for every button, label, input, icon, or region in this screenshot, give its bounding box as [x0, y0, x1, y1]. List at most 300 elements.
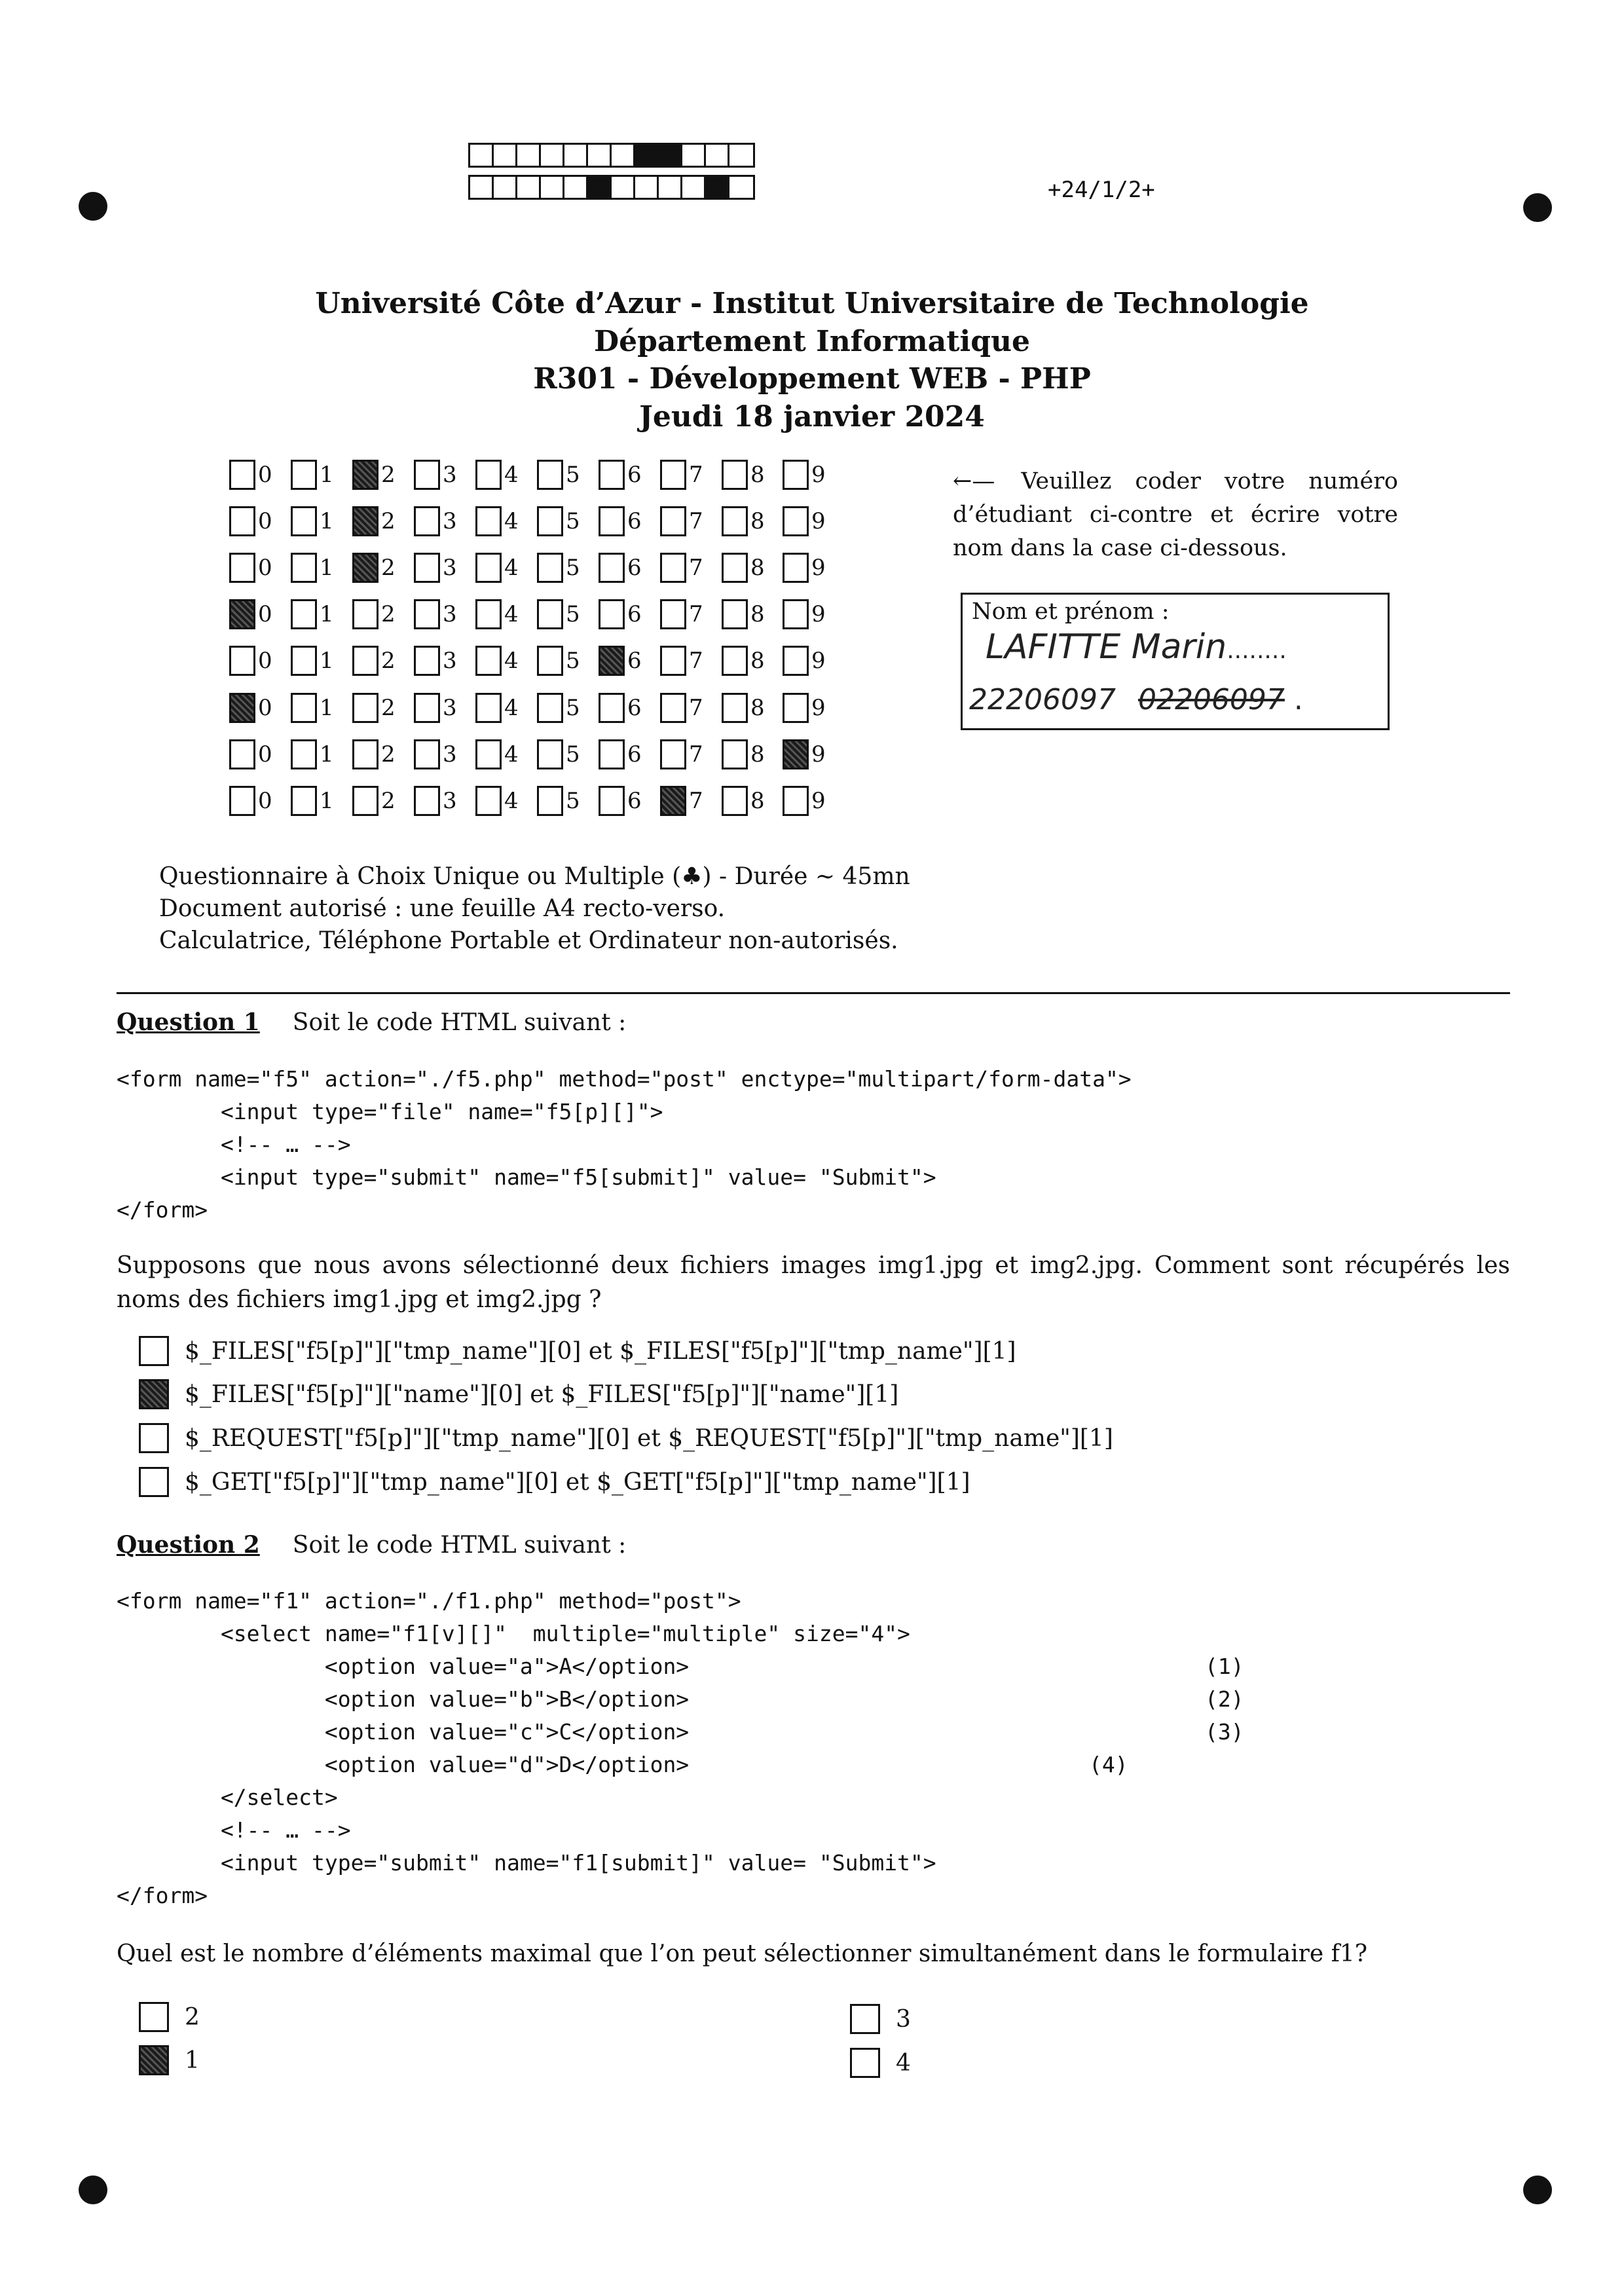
digit-option[interactable] — [352, 506, 396, 536]
question-2-code-line: <select name="f1[v][]" multiple="multiple" size="4"> — [117, 1621, 910, 1646]
digit-label: 4 — [504, 741, 519, 768]
question-2-answer[interactable] — [850, 2004, 911, 2034]
digit-option[interactable] — [229, 786, 272, 816]
question-2-code-line: <input type="submit" name="f1[submit]" value= "Submit"> — [117, 1850, 936, 1876]
digit-option[interactable] — [352, 646, 396, 676]
digit-option[interactable] — [229, 460, 272, 490]
digit-option[interactable] — [537, 553, 580, 583]
digit-option[interactable] — [660, 553, 703, 583]
digit-label: 4 — [504, 462, 519, 488]
id-instructions-text: Veuillez coder votre numéro d’étudiant ci-contre et écrire votre nom dans la case ci-dessous. — [953, 468, 1398, 561]
exam-info-line-1: Questionnaire à Choix Unique ou Multiple (♣) - Durée ∼ 45mn — [159, 863, 910, 890]
digit-checkbox[interactable] — [414, 739, 440, 769]
digit-option[interactable] — [414, 739, 457, 769]
digit-option[interactable] — [722, 506, 765, 536]
digit-label: 5 — [566, 462, 580, 488]
digit-option[interactable] — [537, 599, 580, 629]
digit-label: 1 — [320, 741, 334, 768]
digit-checkbox[interactable] — [722, 506, 748, 536]
digit-checkbox[interactable] — [660, 553, 686, 583]
digit-checkbox[interactable] — [537, 646, 563, 676]
id-instructions — [953, 465, 1398, 565]
barcode-cell — [612, 177, 635, 198]
question-1-code-line: <input type="file" name="f5[p][]"> — [117, 1099, 663, 1124]
digit-option[interactable] — [352, 693, 396, 723]
digit-option[interactable] — [352, 553, 396, 583]
digit-label: 7 — [689, 788, 703, 814]
digit-checkbox[interactable] — [414, 460, 440, 490]
digit-option[interactable] — [599, 739, 642, 769]
digit-option[interactable] — [599, 786, 642, 816]
question-1-title — [117, 1009, 626, 1036]
digit-checkbox[interactable] — [291, 599, 317, 629]
registration-mark-bottom-left — [79, 2176, 107, 2204]
digit-checkbox[interactable] — [660, 786, 686, 816]
digit-label: 9 — [811, 648, 826, 674]
digit-checkbox[interactable] — [537, 506, 563, 536]
digit-option[interactable] — [352, 786, 396, 816]
digit-checkbox[interactable] — [722, 599, 748, 629]
digit-label: 3 — [443, 462, 457, 488]
digit-checkbox[interactable] — [722, 786, 748, 816]
digit-option[interactable] — [722, 460, 765, 490]
digit-label: 0 — [258, 601, 272, 627]
digit-label: 7 — [689, 555, 703, 581]
barcode-cell — [588, 177, 612, 198]
digit-label: 3 — [443, 555, 457, 581]
barcode-cell — [635, 145, 659, 166]
digit-option[interactable] — [722, 786, 765, 816]
digit-checkbox[interactable] — [599, 506, 625, 536]
digit-option[interactable] — [783, 506, 826, 536]
question-2-answer[interactable] — [139, 2045, 200, 2075]
digit-option[interactable] — [475, 553, 519, 583]
digit-checkbox[interactable] — [722, 460, 748, 490]
barcode-cell — [729, 145, 753, 166]
digit-checkbox[interactable] — [783, 599, 809, 629]
answer-label: $_REQUEST["f5[p]"]["tmp_name"][0] et $_REQUEST["f5[p]"]["tmp_name"][1] — [185, 1424, 1113, 1452]
digit-checkbox[interactable] — [783, 553, 809, 583]
barcode-cell — [517, 145, 541, 166]
digit-checkbox[interactable] — [229, 506, 255, 536]
digit-option[interactable] — [352, 599, 396, 629]
digit-checkbox[interactable] — [291, 506, 317, 536]
digit-label: 1 — [320, 462, 334, 488]
university-title: Université Côte d’Azur - Institut Universitaire de Technologie — [315, 287, 1309, 320]
digit-option[interactable] — [722, 553, 765, 583]
digit-option[interactable] — [599, 646, 642, 676]
digit-option[interactable] — [352, 460, 396, 490]
digit-checkbox[interactable] — [783, 646, 809, 676]
digit-label: 2 — [381, 555, 396, 581]
digit-checkbox[interactable] — [599, 599, 625, 629]
barcode-cell — [682, 145, 706, 166]
digit-option[interactable] — [229, 693, 272, 723]
question-2-code-line: <option value="b">B</option> — [117, 1686, 690, 1712]
exam-info-line-2: Document autorisé : une feuille A4 recto-verso. — [159, 895, 726, 922]
digit-option[interactable] — [722, 739, 765, 769]
digit-label: 7 — [689, 695, 703, 721]
digit-option[interactable] — [229, 599, 272, 629]
question-2-title — [117, 1531, 626, 1559]
digit-label: 9 — [811, 788, 826, 814]
digit-label: 8 — [750, 788, 765, 814]
digit-label: 6 — [627, 462, 642, 488]
digit-checkbox[interactable] — [291, 739, 317, 769]
digit-label: 1 — [320, 555, 334, 581]
exam-info-line-3: Calculatrice, Téléphone Portable et Ordinateur non-autorisés. — [159, 927, 898, 954]
digit-checkbox[interactable] — [414, 646, 440, 676]
question-1-code-line: <form name="f5" action="./f5.php" method="post" enctype="multipart/form-data"> — [117, 1066, 1132, 1092]
digit-checkbox[interactable] — [599, 786, 625, 816]
question-1-label: Question 1 — [117, 1009, 260, 1036]
digit-checkbox[interactable] — [229, 460, 255, 490]
digit-option[interactable] — [722, 599, 765, 629]
digit-option[interactable] — [229, 506, 272, 536]
digit-option[interactable] — [537, 739, 580, 769]
digit-checkbox[interactable] — [599, 460, 625, 490]
answer-checkbox[interactable] — [139, 2045, 169, 2075]
digit-checkbox[interactable] — [537, 599, 563, 629]
digit-checkbox[interactable] — [291, 460, 317, 490]
digit-option[interactable] — [599, 506, 642, 536]
digit-label: 5 — [566, 508, 580, 534]
digit-checkbox[interactable] — [599, 739, 625, 769]
answer-checkbox[interactable] — [139, 1423, 169, 1453]
digit-checkbox[interactable] — [475, 786, 502, 816]
digit-checkbox[interactable] — [414, 786, 440, 816]
digit-checkbox[interactable] — [475, 460, 502, 490]
digit-option[interactable] — [599, 553, 642, 583]
digit-label: 7 — [689, 648, 703, 674]
digit-option[interactable] — [599, 693, 642, 723]
digit-option[interactable] — [414, 646, 457, 676]
digit-checkbox[interactable] — [599, 693, 625, 723]
digit-label: 4 — [504, 648, 519, 674]
digit-checkbox[interactable] — [660, 506, 686, 536]
digit-label: 0 — [258, 555, 272, 581]
digit-checkbox[interactable] — [414, 599, 440, 629]
digit-checkbox[interactable] — [722, 739, 748, 769]
digit-option[interactable] — [229, 553, 272, 583]
barcode-cell — [541, 145, 564, 166]
digit-label: 3 — [443, 788, 457, 814]
digit-option[interactable] — [291, 460, 334, 490]
digit-label: 6 — [627, 788, 642, 814]
digit-label: 9 — [811, 741, 826, 768]
digit-option[interactable] — [537, 693, 580, 723]
digit-label: 8 — [750, 648, 765, 674]
department-title: Département Informatique — [594, 325, 1030, 358]
digit-option[interactable] — [414, 553, 457, 583]
digit-checkbox[interactable] — [660, 739, 686, 769]
digit-label: 4 — [504, 601, 519, 627]
digit-checkbox[interactable] — [475, 739, 502, 769]
digit-label: 1 — [320, 508, 334, 534]
digit-option[interactable] — [537, 460, 580, 490]
question-2-answer[interactable] — [850, 2048, 911, 2078]
digit-option[interactable] — [414, 599, 457, 629]
digit-checkbox[interactable] — [537, 460, 563, 490]
barcode-cell — [564, 177, 588, 198]
digit-option[interactable] — [475, 739, 519, 769]
barcode-cell — [470, 145, 494, 166]
question-1-answer[interactable] — [139, 1336, 1016, 1366]
digit-label: 3 — [443, 601, 457, 627]
digit-label: 8 — [750, 508, 765, 534]
digit-option[interactable] — [783, 786, 826, 816]
question-2-label: Question 2 — [117, 1531, 260, 1559]
digit-option[interactable] — [475, 786, 519, 816]
digit-option[interactable] — [537, 646, 580, 676]
digit-option[interactable] — [414, 693, 457, 723]
digit-label: 8 — [750, 695, 765, 721]
barcode-row-1 — [468, 143, 755, 168]
digit-label: 2 — [381, 788, 396, 814]
question-1-code-line: <!-- … --> — [117, 1132, 351, 1157]
digit-checkbox[interactable] — [352, 693, 378, 723]
digit-checkbox[interactable] — [352, 786, 378, 816]
digit-label: 8 — [750, 601, 765, 627]
digit-option[interactable] — [414, 786, 457, 816]
digit-label: 6 — [627, 695, 642, 721]
digit-option[interactable] — [660, 786, 703, 816]
digit-option[interactable] — [722, 693, 765, 723]
barcode-cell — [706, 177, 729, 198]
registration-mark-bottom-right — [1523, 2176, 1552, 2204]
digit-checkbox[interactable] — [475, 553, 502, 583]
digit-option[interactable] — [660, 739, 703, 769]
digit-label: 6 — [627, 508, 642, 534]
digit-checkbox[interactable] — [229, 599, 255, 629]
digit-label: 2 — [381, 695, 396, 721]
question-1-answer[interactable] — [139, 1423, 1113, 1453]
answer-label: 4 — [896, 2049, 911, 2077]
digit-checkbox[interactable] — [352, 646, 378, 676]
digit-checkbox[interactable] — [722, 693, 748, 723]
digit-option[interactable] — [783, 460, 826, 490]
name-box[interactable] — [961, 593, 1390, 730]
digit-label: 4 — [504, 555, 519, 581]
digit-checkbox[interactable] — [537, 786, 563, 816]
digit-option[interactable] — [352, 739, 396, 769]
separator-rule — [117, 992, 1510, 994]
answer-label: $_FILES["f5[p]"]["name"][0] et $_FILES["f5[p]"]["name"][1] — [185, 1380, 899, 1408]
question-1-answer[interactable] — [139, 1467, 970, 1497]
answer-checkbox[interactable] — [139, 1467, 169, 1497]
digit-option[interactable] — [475, 599, 519, 629]
digit-label: 6 — [627, 601, 642, 627]
digit-option[interactable] — [414, 506, 457, 536]
digit-option[interactable] — [660, 506, 703, 536]
digit-checkbox[interactable] — [783, 506, 809, 536]
digit-checkbox[interactable] — [783, 739, 809, 769]
digit-label: 3 — [443, 508, 457, 534]
barcode-cell — [494, 145, 517, 166]
digit-option[interactable] — [229, 739, 272, 769]
digit-option[interactable] — [537, 786, 580, 816]
registration-mark-top-right — [1523, 193, 1552, 222]
barcode-row-2 — [468, 175, 755, 200]
question-2-intro: Soit le code HTML suivant : — [292, 1532, 627, 1559]
digit-checkbox[interactable] — [660, 599, 686, 629]
digit-checkbox[interactable] — [722, 553, 748, 583]
digit-option[interactable] — [783, 599, 826, 629]
digit-checkbox[interactable] — [783, 786, 809, 816]
digit-label: 1 — [320, 648, 334, 674]
answer-checkbox[interactable] — [139, 1379, 169, 1409]
digit-option[interactable] — [475, 506, 519, 536]
digit-option[interactable] — [291, 553, 334, 583]
line-marker: (4) — [1089, 1752, 1128, 1777]
digit-checkbox[interactable] — [352, 599, 378, 629]
answer-checkbox[interactable] — [139, 2002, 169, 2032]
digit-checkbox[interactable] — [475, 506, 502, 536]
digit-option[interactable] — [229, 646, 272, 676]
digit-option[interactable] — [599, 599, 642, 629]
digit-option[interactable] — [291, 693, 334, 723]
digit-option[interactable] — [414, 460, 457, 490]
digit-checkbox[interactable] — [229, 786, 255, 816]
digit-option[interactable] — [291, 599, 334, 629]
digit-option[interactable] — [599, 460, 642, 490]
digit-label: 2 — [381, 741, 396, 768]
digit-checkbox[interactable] — [722, 646, 748, 676]
digit-label: 6 — [627, 555, 642, 581]
exam-date: Jeudi 18 janvier 2024 — [639, 400, 985, 434]
digit-option[interactable] — [783, 693, 826, 723]
digit-checkbox[interactable] — [475, 646, 502, 676]
digit-option[interactable] — [660, 460, 703, 490]
digit-label: 7 — [689, 462, 703, 488]
digit-option[interactable] — [722, 646, 765, 676]
digit-checkbox[interactable] — [229, 739, 255, 769]
digit-label: 2 — [381, 508, 396, 534]
digit-label: 6 — [627, 741, 642, 768]
digit-checkbox[interactable] — [352, 739, 378, 769]
digit-label: 1 — [320, 788, 334, 814]
digit-option[interactable] — [660, 599, 703, 629]
digit-checkbox[interactable] — [414, 693, 440, 723]
digit-checkbox[interactable] — [414, 506, 440, 536]
digit-option[interactable] — [783, 646, 826, 676]
page-id: +24/1/2+ — [1048, 177, 1155, 203]
digit-checkbox[interactable] — [537, 553, 563, 583]
digit-checkbox[interactable] — [352, 460, 378, 490]
answer-checkbox[interactable] — [850, 2004, 880, 2034]
barcode-cell — [564, 145, 588, 166]
question-2-code-line: <form name="f1" action="./f1.php" method="post"> — [117, 1588, 741, 1614]
question-2-text: Quel est le nombre d’éléments maximal que l’on peut sélectionner simultanément dans le formulaire f1? — [117, 1940, 1368, 1967]
digit-checkbox[interactable] — [599, 553, 625, 583]
answer-label: 1 — [185, 2046, 200, 2074]
line-marker: (2) — [1205, 1686, 1244, 1712]
name-box-label: Nom et prénom : — [972, 599, 1170, 625]
digit-checkbox[interactable] — [229, 553, 255, 583]
digit-option[interactable] — [291, 646, 334, 676]
digit-option[interactable] — [783, 553, 826, 583]
digit-checkbox[interactable] — [537, 739, 563, 769]
digit-option[interactable] — [291, 506, 334, 536]
digit-checkbox[interactable] — [660, 646, 686, 676]
digit-label: 7 — [689, 508, 703, 534]
registration-mark-top-left — [79, 192, 107, 221]
digit-label: 0 — [258, 741, 272, 768]
digit-label: 2 — [381, 462, 396, 488]
digit-option[interactable] — [537, 506, 580, 536]
digit-option[interactable] — [475, 693, 519, 723]
digit-checkbox[interactable] — [352, 553, 378, 583]
barcode-cell — [659, 177, 682, 198]
digit-label: 1 — [320, 601, 334, 627]
digit-checkbox[interactable] — [291, 693, 317, 723]
question-1-answer[interactable] — [139, 1379, 898, 1409]
barcode-cell — [470, 177, 494, 198]
digit-label: 9 — [811, 462, 826, 488]
barcode-cell — [541, 177, 564, 198]
digit-checkbox[interactable] — [660, 460, 686, 490]
digit-option[interactable] — [660, 693, 703, 723]
digit-checkbox[interactable] — [783, 460, 809, 490]
digit-checkbox[interactable] — [475, 599, 502, 629]
answer-checkbox[interactable] — [139, 1336, 169, 1366]
digit-option[interactable] — [291, 786, 334, 816]
digit-label: 9 — [811, 508, 826, 534]
digit-label: 0 — [258, 788, 272, 814]
barcode-cell — [635, 177, 659, 198]
digit-option[interactable] — [783, 739, 826, 769]
digit-checkbox[interactable] — [229, 693, 255, 723]
digit-label: 4 — [504, 788, 519, 814]
digit-label: 3 — [443, 648, 457, 674]
digit-label: 7 — [689, 741, 703, 768]
digit-option[interactable] — [475, 460, 519, 490]
digit-checkbox[interactable] — [537, 693, 563, 723]
question-1-text: Supposons que nous avons sélectionné deux fichiers images img1.jpg et img2.jpg. Comment sont récupérés les noms des fichiers img1.jpg et img2.jpg ? — [117, 1252, 1510, 1313]
digit-checkbox[interactable] — [660, 693, 686, 723]
digit-option[interactable] — [291, 739, 334, 769]
digit-checkbox[interactable] — [599, 646, 625, 676]
digit-label: 2 — [381, 601, 396, 627]
digit-label: 8 — [750, 555, 765, 581]
answer-checkbox[interactable] — [850, 2048, 880, 2078]
barcode-cell — [682, 177, 706, 198]
question-2-answer[interactable] — [139, 2002, 200, 2032]
barcode-cell — [729, 177, 753, 198]
digit-checkbox[interactable] — [475, 693, 502, 723]
digit-label: 0 — [258, 695, 272, 721]
digit-label: 3 — [443, 741, 457, 768]
digit-label: 5 — [566, 741, 580, 768]
digit-checkbox[interactable] — [291, 646, 317, 676]
question-2-code-line: </form> — [117, 1883, 208, 1908]
digit-option[interactable] — [660, 646, 703, 676]
digit-checkbox[interactable] — [352, 506, 378, 536]
digit-checkbox[interactable] — [414, 553, 440, 583]
barcode-cell — [588, 145, 612, 166]
digit-checkbox[interactable] — [783, 693, 809, 723]
digit-label: 3 — [443, 695, 457, 721]
digit-label: 5 — [566, 601, 580, 627]
digit-checkbox[interactable] — [229, 646, 255, 676]
answer-label: 2 — [185, 2003, 200, 2031]
handwritten-name: LAFITTE Marin........ — [986, 627, 1287, 667]
digit-checkbox[interactable] — [291, 786, 317, 816]
question-1-code-line: <input type="submit" name="f5[submit]" value= "Submit"> — [117, 1164, 936, 1190]
digit-option[interactable] — [475, 646, 519, 676]
digit-checkbox[interactable] — [291, 553, 317, 583]
answer-label: $_GET["f5[p]"]["tmp_name"][0] et $_GET["f5[p]"]["tmp_name"][1] — [185, 1468, 970, 1496]
